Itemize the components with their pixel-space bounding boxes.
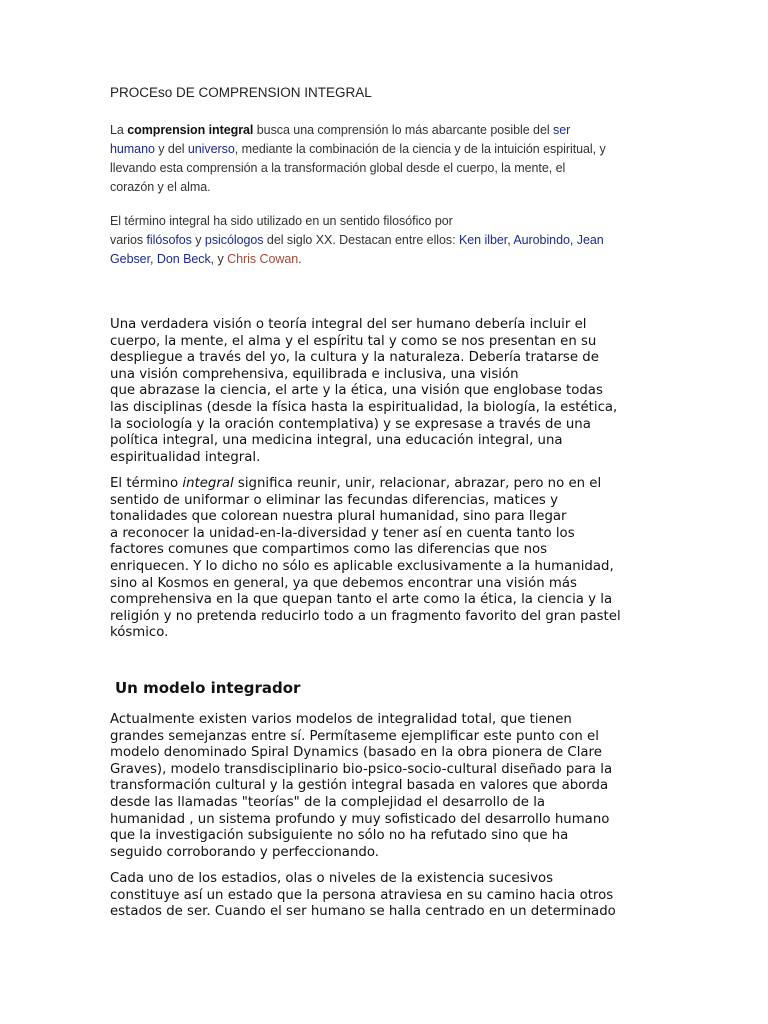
filosofos-link[interactable]: filósofos (146, 233, 192, 247)
text-line: que la investigación subsiguiente no sólo no ha refutado sino que ha (110, 828, 569, 844)
text-line: seguido corroborando y perfeccionando. (110, 844, 379, 860)
humano-link[interactable]: humano (110, 142, 155, 156)
intro-paragraph (110, 121, 658, 197)
text-line: Una verdadera visión o teoría integral del ser humano debería incluir el (110, 317, 587, 332)
term-line-3: Gebser, Don Beck, y Chris Cowan. (110, 252, 302, 266)
text-line: comprehensiva en la que quepan tanto el arte como la ética, la ciencia y la (110, 592, 613, 608)
universo-link[interactable]: universo (187, 142, 235, 156)
text-line: desde las llamadas "teorías" de la complejidad el desarrollo de la (110, 794, 546, 810)
text-line: la sociología y la oración contemplativa) y se expresase a través de una (110, 416, 591, 432)
text-line: Cada uno de los estadios, olas o niveles de la existencia sucesivos (110, 871, 554, 886)
text-line: kósmico. (110, 625, 169, 641)
text-line: modelo denominado Spiral Dynamics (basado en la obra pionera de Clare (110, 745, 602, 761)
text-line: Graves), modelo transdisciplinario bio-psico-socio-cultural diseñado para la (110, 761, 613, 777)
text-line: política integral, una medicina integral, una educación integral, una (110, 433, 563, 449)
paragraph-vision (110, 317, 658, 466)
paragraph-models (110, 712, 658, 861)
term-paragraph (110, 212, 658, 269)
intro-line-3: llevando esta comprensión a la transformación global desde el cuerpo, la mente, el (110, 161, 566, 175)
text-line: enriquecen. Y lo dicho no sólo es aplicable exclusivamente a la humanidad, (110, 558, 614, 574)
text-line: las disciplinas (desde la física hasta la espiritualidad, la biología, la estética, (110, 399, 618, 415)
paragraph-integral-meaning (110, 476, 658, 642)
integral-emphasis: integral (182, 476, 234, 491)
text-line: sino al Kosmos en general, ya que debemos encontrar una visión más (110, 575, 577, 591)
text-line: estados de ser. Cuando el ser humano se halla centrado en un determinado (110, 904, 616, 920)
text-line: tonalidades que colorean nuestra plural humanidad, sino para llegar (110, 509, 567, 525)
text-line: factores comunes que compartimos como las diferencias que nos (110, 542, 548, 558)
text-line: sentido de uniformar o eliminar las fecundas diferencias, matices y (110, 492, 558, 508)
section-heading: Un modelo integrador (115, 679, 301, 697)
intro-line-2: humano y del universo, mediante la combinación de la ciencia y de la intuición espiritual, y (110, 142, 606, 156)
intro-line-4: corazón y el alma. (110, 180, 211, 194)
text-line: Actualmente existen varios modelos de integralidad total, que tienen (110, 712, 572, 727)
text-line: cuerpo, la mente, el alma y el espíritu tal y como se nos presentan en su (110, 333, 597, 349)
comprension-integral-term: comprension integral (127, 123, 254, 137)
text-line: constituye así un estado que la persona atraviesa en su camino hacia otros (110, 887, 614, 903)
gebser-link[interactable]: Gebser (110, 252, 151, 266)
ser-link[interactable]: ser (553, 123, 571, 137)
text-line: una visión comprehensiva, equilibrada e inclusiva, una visión (110, 366, 519, 382)
text-line: despliegue a través del yo, la cultura y la naturaleza. Debería tratarse de (110, 350, 599, 366)
text-line: a reconocer la unidad-en-la-diversidad y tener así en cuenta tanto los (110, 525, 575, 541)
don-beck-link[interactable]: Don Beck (156, 252, 211, 266)
term-line-1: El término integral ha sido utilizado en un sentido filosófico por (110, 214, 453, 228)
document-title: PROCEso DE COMPRENSION INTEGRAL (110, 85, 372, 100)
intro-line-1: La comprension integral busca una comprensión lo más abarcante posible del ser (110, 123, 571, 137)
text-line: El término integral significa reunir, unir, relacionar, abrazar, pero no en el (110, 476, 602, 491)
paragraph-stages (110, 871, 658, 921)
text-line: que abrazase la ciencia, el arte y la ética, una visión que englobase todas (110, 383, 603, 399)
text-line: transformación cultural y la gestión integral basada en valores que aborda (110, 778, 609, 794)
ken-wilber-link[interactable]: Ken ilber (458, 233, 508, 247)
term-line-2: varios filósofos y psicólogos del siglo XX. Destacan entre ellos: Ken ilber, Aurobindo, Jean (110, 233, 604, 247)
text-line: humanidad , un sistema profundo y muy sofisticado del desarrollo humano (110, 811, 610, 827)
jean-gebser-link[interactable]: Jean (576, 233, 604, 247)
text-line: religión y no pretenda reducirlo todo a un fragmento favorito del gran pastel (110, 608, 621, 624)
aurobindo-link[interactable]: Aurobindo (513, 233, 570, 247)
psicologos-link[interactable]: psicólogos (204, 233, 264, 247)
chris-cowan-link[interactable]: Chris Cowan (227, 252, 299, 266)
text-line: espiritualidad integral. (110, 449, 261, 465)
text-line: grandes semejanzas entre sí. Permítaseme ejemplificar este punto con el (110, 728, 599, 744)
